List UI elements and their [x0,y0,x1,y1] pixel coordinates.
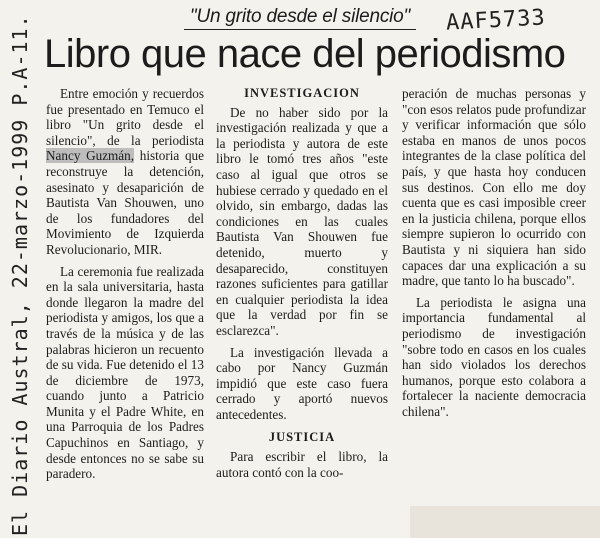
headline: Libro que nace del periodismo [44,32,566,76]
subheading-investigacion: INVESTIGACION [244,86,360,100]
col3-paragraph-1: peración de muchas personas y "con esos relatos pude profundizar y verificar información que sólo estaba en manos de unos pocos integrantes de la clase política del país, y que hasta hoy conducen sus destinos. Con ello me doy cuenta que es casi imposible creer en la justicia chilena, porque ellos siempre supieron lo ocurrido con Bautista y ni siquiera han sido capaces dar una explicación a su madre, que tanto lo ha buscado". [402,86,586,289]
col2-paragraph-3: Para escribir el libro, la autora contó con la coo- [216,449,388,480]
kicker-text: "Un grito desde el silencio" [184,6,416,30]
col2-paragraph-1: De no haber sido por la investigación realizada y que a la periodista y autora de este libro le tomó tres años "este caso al igual que otros se hubiese cerrado y quedado en el olvido, sin embargo, dadas las condiciones en las cuales Bautista Van Shouwen fue detenido, muerto y desaparecido, constituyen razones suficientes para gatillar en cualquier periodista la idea que la verdad por fin se esclarezca". [216,104,388,338]
col1-paragraph-2: La ceremonia fue realizada en la sala universitaria, hasta donde llegaron la madre del periodista y amigos, los que a través de la música y de las palabras hicieron un recuento de su vida. Fue detenido el 13 de diciembre de 1973, cuando junto a Patricio Munita y el Padre White, en una Parroquia de los Padres Capuchinos en Santiago, y desde entonces no se sabe su paradero. [46,263,204,482]
side-handwriting: El Diario Austral, 22-marzo-1999 P.A-11. [8,14,32,536]
col3-paragraph-2: La periodista le asigna una importancia fundamental al periodismo de investigación "sobre todo en casos en los cuales han sido violados los derechos humanos, porque esto colabora a fortalecer la naciente democracia chilena". [402,294,586,419]
column-2 [216,86,388,486]
col2-paragraph-2: La investigación llevada a cabo por Nancy Guzmán impidió que este caso fuera cerrado y aportó nuevos antecedentes. [216,344,388,422]
highlighted-author-name: Nancy Guzmán, [46,148,135,164]
tape-strip [410,506,600,538]
subheading-justicia: JUSTICIA [268,430,336,445]
col1-paragraph-1 [46,86,204,258]
col1-p1-start: Entre emoción y recuerdos fue presentado en Temuco el libro "Un grito desde el silencio", de la periodista [46,86,204,148]
col1-p1-end: historia que reconstruye la detención, asesinato y desaparición de Bautista Van Shouwen, uno de los fundadores del Movimiento de Izquierda Revolucionario, MIR. [46,148,204,257]
column-1 [46,86,204,488]
column-3 [402,86,586,425]
handwritten-code: AAF5733 [445,5,547,36]
